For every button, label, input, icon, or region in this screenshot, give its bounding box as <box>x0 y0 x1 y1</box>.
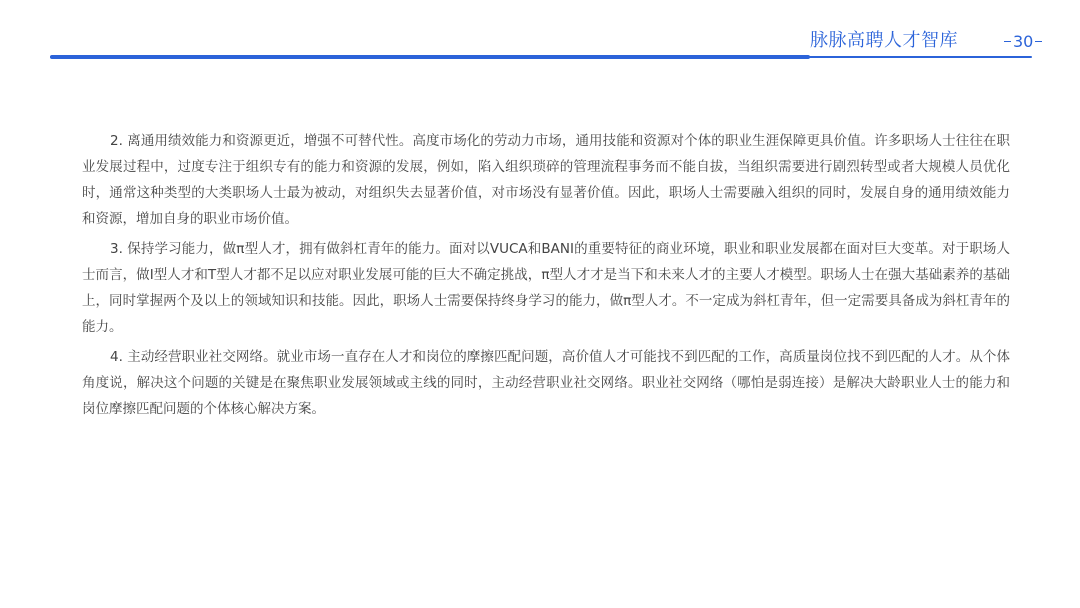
body-text <box>82 128 1010 426</box>
paragraph-4: 4. 主动经营职业社交网络。就业市场一直存在人才和岗位的摩擦匹配问题，高价值人才可能找不到匹配的工作，高质量岗位找不到匹配的人才。从个体角度说，解决这个问题的关键是在聚焦职业发展领域或主线的同时，主动经营职业社交网络。职业社交网络（哪怕是弱连接）是解决大龄职业人士的能力和岗位摩擦匹配问题的个体核心解决方案。 <box>82 349 1010 417</box>
paragraph-3: 3. 保持学习能力，做π型人才，拥有做斜杠青年的能力。面对以VUCA和BANI的重要特征的商业环境，职业和职业发展都在面对巨大变革。对于职场人士而言，做I型人才和T型人才都不足以应对职业发展可能的巨大不确定挑战，π型人才才是当下和未来人才的主要人才模型。职场人士在强大基础素养的基础上，同时掌握两个及以上的领域知识和技能。因此，职场人士需要保持终身学习的能力，做π型人才。不一定成为斜杠青年，但一定需要具备成为斜杠青年的能力。 <box>82 241 1010 335</box>
page-header <box>0 0 1080 70</box>
page-number-value: 30 <box>1013 32 1034 51</box>
header-divider-accent <box>50 55 810 59</box>
page-number <box>1002 32 1044 52</box>
paragraph-2: 2. 离通用绩效能力和资源更近，增强不可替代性。高度市场化的劳动力市场，通用技能和资源对个体的职业生涯保障更具价值。许多职场人士往往在职业发展过程中，过度专注于组织专有的能力和资源的发展，例如，陷入组织琐碎的管理流程事务而不能自拔，当组织需要进行剧烈转型或者大规模人员优化时，通常这种类型的大类职场人士最为被动，对组织失去显著价值，对市场没有显著价值。因此，职场人士需要融入组织的同时，发展自身的通用绩效能力和资源，增加自身的职业市场价值。 <box>82 133 1010 227</box>
brand-title: 脉脉高聘人才智库 <box>810 30 958 51</box>
